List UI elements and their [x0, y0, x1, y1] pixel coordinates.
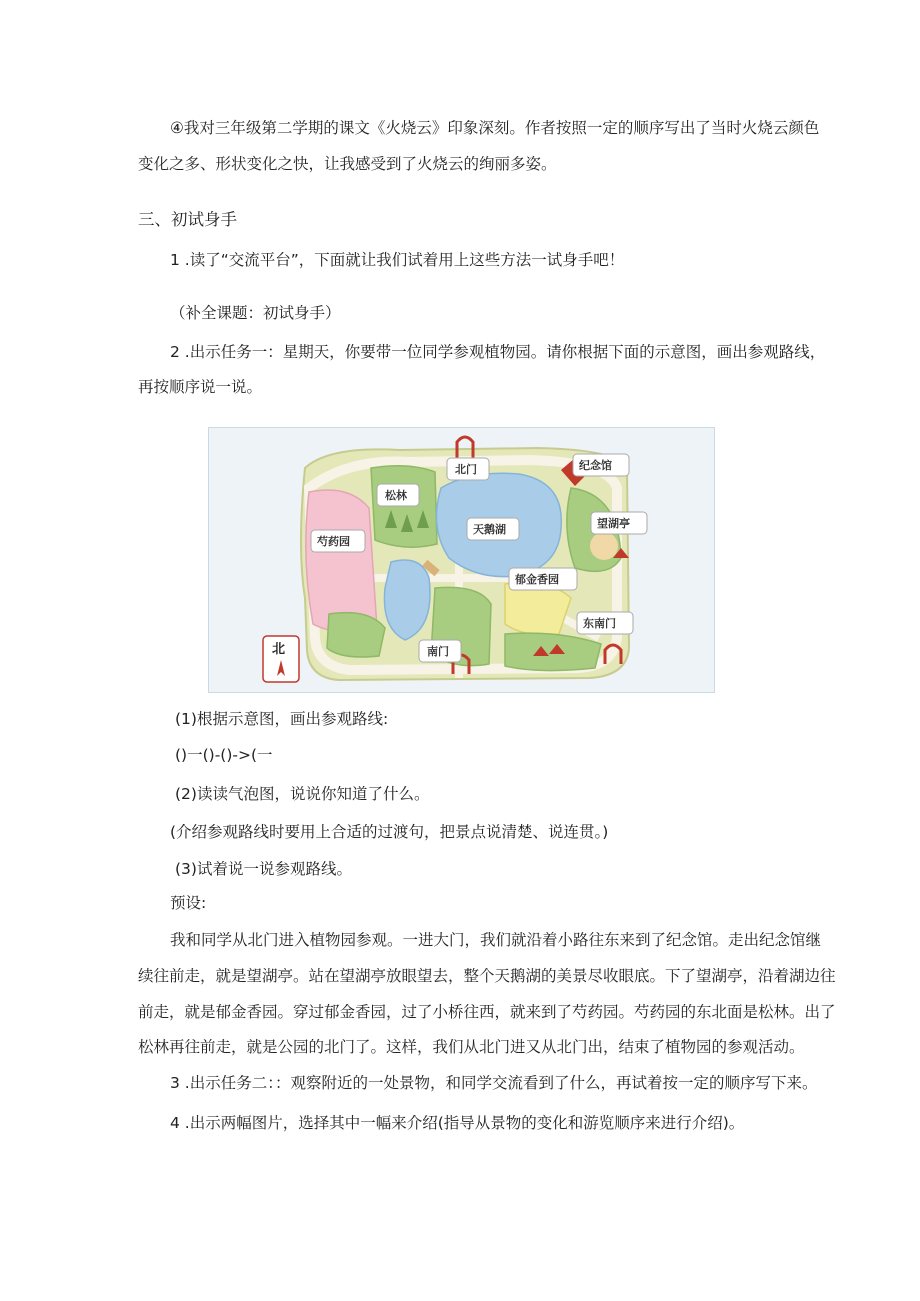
item-4: 4 .出示两幅图片，选择其中一幅来介绍(指导从景物的变化和游览顺序来进行介绍)。	[170, 1114, 745, 1132]
note-2: (介绍参观路线时要用上合适的过渡句，把景点说清楚、说连贯。)	[170, 823, 609, 841]
item-3: 3 .出示任务二：：观察附近的一处景物，和同学交流看到了什么，再试着按一定的顺序写下来。	[170, 1074, 818, 1092]
sub-task-3: (3)试着说一说参观路线。	[175, 860, 352, 878]
preset-line-1: 我和同学从北门进入植物园参观。一进大门，我们就沿着小路往东来到了纪念馆。走出纪念馆继	[170, 931, 822, 949]
item-2-line-2: 再按顺序说一说。	[138, 378, 263, 396]
preset-line-3: 前走，就是郁金香园。穿过郁金香园，过了小桥往西，就来到了芍药园。芍药园的东北面是松林。出了	[138, 1003, 836, 1021]
route-blank: ()一()-()->(一	[175, 746, 273, 764]
svg-text:南门: 南门	[427, 645, 449, 658]
label-pine	[377, 484, 419, 506]
label-peony	[311, 530, 365, 552]
compass	[263, 636, 299, 682]
sub-task-1: (1)根据示意图，画出参观路线:	[175, 710, 389, 728]
svg-text:东南门: 东南门	[583, 617, 616, 630]
park-map-illustration	[209, 428, 715, 693]
svg-text:北门: 北门	[455, 463, 477, 476]
item-2-line-1: 2 .出示任务一：星期天，你要带一位同学参观植物园。请你根据下面的示意图，画出参观路线，	[170, 343, 826, 361]
intro-paragraph-line-1: ④我对三年级第二学期的课文《火烧云》印象深刻。作者按照一定的顺序写出了当时火烧云颜色	[170, 119, 820, 137]
label-south-gate	[419, 640, 461, 662]
svg-text:天鹅湖: 天鹅湖	[473, 523, 506, 536]
svg-text:纪念馆: 纪念馆	[579, 459, 612, 472]
park-map	[208, 427, 715, 693]
label-north-gate	[447, 458, 489, 480]
southwest-grove	[327, 613, 385, 657]
label-tulip	[509, 568, 577, 590]
label-memorial	[573, 454, 629, 476]
svg-text:芍药园: 芍药园	[317, 535, 350, 548]
note-1: （补全课题：初试身手）	[170, 304, 341, 322]
section-title: 三、初试身手	[138, 210, 237, 229]
pavilion-base	[590, 532, 618, 560]
svg-text:松林: 松林	[385, 489, 407, 502]
preset-line-2: 续往前走，就是望湖亭。站在望湖亭放眼望去，整个天鹅湖的美景尽收眼底。下了望湖亭，沿着湖边往	[138, 967, 836, 985]
peony-garden	[306, 490, 377, 632]
preset-label: 预设:	[170, 894, 207, 912]
label-lake	[467, 518, 519, 540]
compass-label: 北	[272, 642, 286, 657]
preset-line-4: 松林再往前走，就是公园的北门了。这样，我们从北门进又从北门出，结束了植物园的参观活动。	[138, 1038, 805, 1056]
svg-text:郁金香园: 郁金香园	[515, 573, 559, 586]
svg-text:望湖亭: 望湖亭	[597, 517, 630, 530]
label-pavilion	[591, 512, 647, 534]
sub-task-2: (2)读读气泡图，说说你知道了什么。	[175, 785, 430, 803]
label-southeast-gate	[577, 612, 633, 634]
item-1: 1 .读了“交流平台”，下面就让我们试着用上这些方法一试身手吧！	[170, 251, 625, 269]
intro-paragraph-line-2: 变化之多、形状变化之快，让我感受到了火烧云的绚丽多姿。	[138, 155, 557, 173]
